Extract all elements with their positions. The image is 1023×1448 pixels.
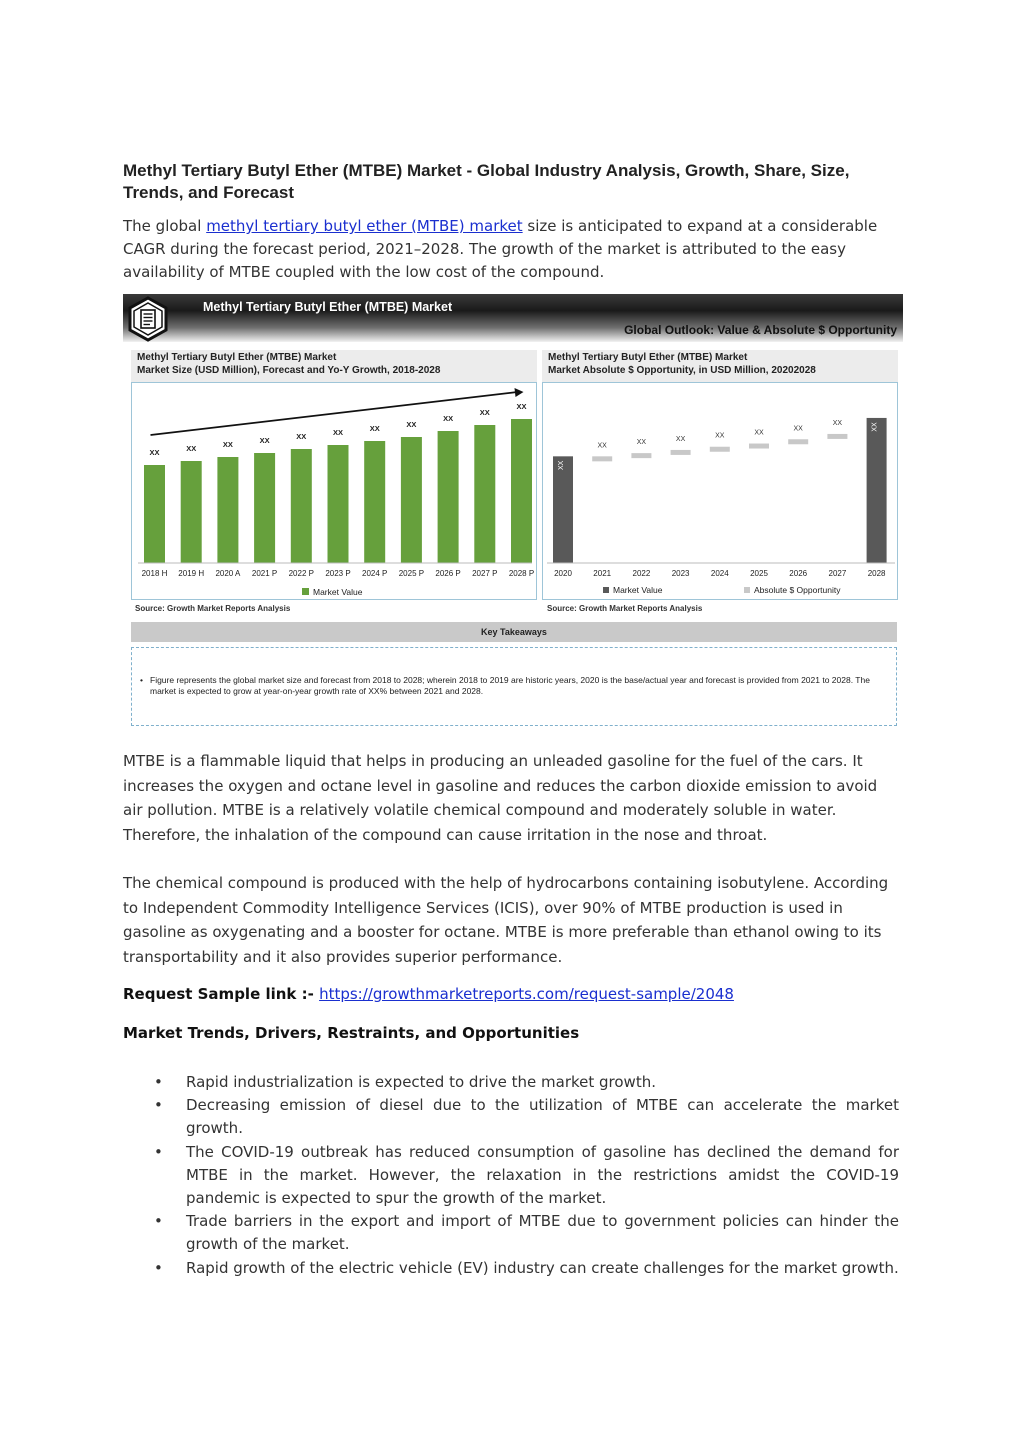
market-size-chart-panel (131, 382, 537, 600)
paragraph-mtbe-description: MTBE is a flammable liquid that helps in producing an unleaded gasoline for the fuel of the cars. It increases the oxygen and octane level in gasoline and reduces the carbon dioxide emission to avoid air pollution. MTBE is a relatively volatile chemical compound and moderately soluble in water. Therefore, the inhalation of the compound can cause irritation in the nose and throat. (123, 752, 878, 844)
x-tick-label: 2018 H (141, 569, 168, 578)
bullet-glyph: • (154, 1212, 163, 1231)
x-tick-label: 2021 P (251, 569, 278, 578)
opportunity-step-bar (827, 434, 847, 439)
bar-data-label: XX (597, 442, 607, 450)
trend-list-item (150, 1071, 899, 1094)
intro-paragraph (123, 215, 898, 284)
infographic-banner (123, 294, 903, 342)
bar-data-label: XX (516, 402, 527, 411)
market-value-bar (474, 425, 495, 563)
bar-data-label: XX (832, 419, 843, 427)
market-value-bar (328, 445, 349, 563)
market-value-bar (254, 453, 275, 563)
right-panel-heading (542, 350, 898, 382)
x-tick-label: 2026 (789, 569, 808, 578)
bar-data-label: XX (871, 422, 879, 432)
key-takeaways-box (131, 647, 897, 726)
opportunity-chart (543, 383, 899, 601)
bar-data-label: XX (332, 428, 344, 437)
x-tick-label: 2026 P (435, 569, 461, 578)
right-panel-subtitle: Market Absolute $ Opportunity, in USD Million, 20202028 (548, 365, 816, 376)
right-panel-title: Methyl Tertiary Butyl Ether (MTBE) Market (548, 352, 748, 363)
intro-suffix: size is anticipated to expand at a considerable CAGR during the forecast period, 2021–2028. The growth of the market is attributed to the easy availability of MTBE coupled with the low cost of the compound. (123, 217, 878, 281)
opportunity-step-bar (749, 444, 769, 449)
bar-data-label: XX (558, 460, 565, 471)
trend-list-text: Trade barriers in the export and import of MTBE due to government policies can hinder the growth of the market. (186, 1212, 899, 1254)
mtbe-market-link[interactable]: methyl tertiary butyl ether (MTBE) market (206, 217, 523, 235)
trend-list-item (150, 1257, 899, 1280)
bar-data-label: XX (222, 440, 233, 449)
opportunity-chart-panel (542, 382, 898, 600)
bar-data-label: XX (186, 444, 197, 453)
market-value-bar (144, 465, 165, 563)
trend-list-text: Rapid industrialization is expected to drive the market growth. (186, 1073, 656, 1091)
market-value-bar (364, 441, 385, 563)
key-takeaway-text: Figure represents the global market size and forecast from 2018 to 2028; wherein 2018 to 2019 are historic years, 2020 is the base/actual year and forecast is provided from 2021 to 2028. The market is expected to grow at year-on-year growth rate of XX% between 2021 and 2028. (150, 675, 870, 696)
market-size-chart (132, 383, 538, 601)
x-tick-label: 2028 P (508, 569, 535, 578)
trend-list-item (150, 1094, 899, 1140)
x-tick-label: 2027 P (472, 569, 498, 578)
legend-swatch-opportunity (744, 587, 750, 593)
opportunity-step-bar (788, 439, 808, 444)
left-panel-title: Methyl Tertiary Butyl Ether (MTBE) Market (137, 352, 337, 363)
right-source-note: Source: Growth Market Reports Analysis (547, 604, 703, 613)
x-tick-label: 2028 (867, 569, 886, 578)
banner-subtitle: Global Outlook: Value & Absolute $ Opportunity (624, 323, 897, 337)
market-value-bar (553, 456, 573, 563)
key-takeaways-bar: Key Takeaways (131, 622, 897, 642)
legend-swatch-market-value (603, 587, 609, 593)
bar-data-label: XX (259, 436, 270, 445)
legend-label-market-value: Market Value (313, 587, 363, 597)
x-tick-label: 2024 P (362, 569, 388, 578)
request-sample-link[interactable]: https://growthmarketreports.com/request-sample/2048 (319, 985, 734, 1003)
section-heading: Market Trends, Drivers, Restraints, and Opportunities (123, 1024, 580, 1042)
x-tick-label: 2019 H (178, 569, 205, 578)
bar-data-label: XX (443, 414, 454, 423)
legend-label-market-value: Market Value (613, 585, 663, 595)
banner-title: Methyl Tertiary Butyl Ether (MTBE) Market (203, 300, 453, 314)
paragraph-mtbe-production: The chemical compound is produced with the help of hydrocarbons containing isobutylene. According to Independent Commodity Intelligence Services (ICIS), over 90% of MTBE production is used in gasoline as oxygenating and a booster for octane. MTBE is more preferable than ethanol owing to its transportability and it also provides superior performance. (123, 874, 889, 966)
document-title: Methyl Tertiary Butyl Ether (MTBE) Market - Global Industry Analysis, Growth, Share, Size, Trends, and Forecast (123, 161, 850, 202)
bar-data-label: XX (754, 429, 764, 437)
bar-data-label: XX (715, 432, 725, 440)
bullet-glyph: • (154, 1142, 163, 1161)
trend-list-text: Decreasing emission of diesel due to the utilization of MTBE can accelerate the market growth. (186, 1096, 899, 1138)
left-panel-subtitle: Market Size (USD Million), Forecast and Yo-Y Growth, 2018-2028 (137, 365, 441, 376)
market-trends-list (150, 1071, 899, 1280)
x-tick-label: 2027 (828, 569, 847, 578)
bar-data-label: XX (406, 420, 417, 429)
trend-list-item (150, 1210, 899, 1256)
trend-arrow-head (515, 388, 524, 397)
bar-data-label: XX (369, 424, 380, 433)
x-tick-label: 2022 (632, 569, 651, 578)
legend-label-opportunity: Absolute $ Opportunity (754, 585, 841, 595)
request-sample-line (123, 985, 734, 1003)
bullet-glyph: • (154, 1258, 163, 1277)
bar-data-label: XX (636, 439, 647, 447)
left-source-note: Source: Growth Market Reports Analysis (135, 604, 291, 613)
market-infographic (123, 294, 903, 730)
market-value-bar (401, 437, 422, 563)
opportunity-step-bar (710, 447, 730, 452)
trend-list-text: Rapid growth of the electric vehicle (EV) industry can create challenges for the market growth. (186, 1258, 899, 1277)
x-tick-label: 2022 P (288, 569, 314, 578)
key-takeaway-bullet: • (140, 675, 143, 685)
bar-data-label: XX (149, 448, 160, 457)
bar-data-label: XX (296, 432, 307, 441)
opportunity-step-bar (592, 456, 612, 461)
document-icon (125, 296, 171, 342)
left-panel-heading (131, 350, 537, 382)
bar-data-label: XX (793, 425, 803, 433)
x-tick-label: 2021 (593, 569, 612, 578)
x-tick-label: 2020 A (215, 569, 241, 578)
x-tick-label: 2025 (750, 569, 768, 578)
bar-data-label: XX (675, 435, 686, 443)
opportunity-step-bar (631, 453, 651, 458)
x-tick-label: 2023 (671, 569, 690, 578)
market-value-bar (181, 461, 202, 563)
market-value-bar (438, 431, 459, 563)
x-tick-label: 2020 (554, 569, 572, 578)
legend-swatch-market-value (302, 588, 309, 595)
bullet-glyph: • (154, 1073, 163, 1091)
trend-list-item (150, 1141, 899, 1211)
opportunity-step-bar (671, 450, 691, 455)
x-tick-label: 2024 (710, 569, 729, 578)
intro-prefix: The global (123, 217, 207, 235)
market-value-bar (867, 418, 887, 563)
market-value-bar (511, 419, 532, 563)
trend-list-text: The COVID-19 outbreak has reduced consumption of gasoline has declined the demand for MTBE in the market. However, the relaxation in the restrictions amidst the COVID-19 pandemic is expected to spur the growth of the market. (186, 1142, 899, 1208)
bar-data-label: XX (479, 408, 490, 417)
x-tick-label: 2025 P (398, 569, 425, 578)
market-value-bar (217, 457, 238, 563)
x-tick-label: 2023 P (325, 569, 351, 578)
market-value-bar (291, 449, 312, 563)
request-sample-label: Request Sample link :- (123, 985, 320, 1003)
bullet-glyph: • (154, 1096, 163, 1115)
